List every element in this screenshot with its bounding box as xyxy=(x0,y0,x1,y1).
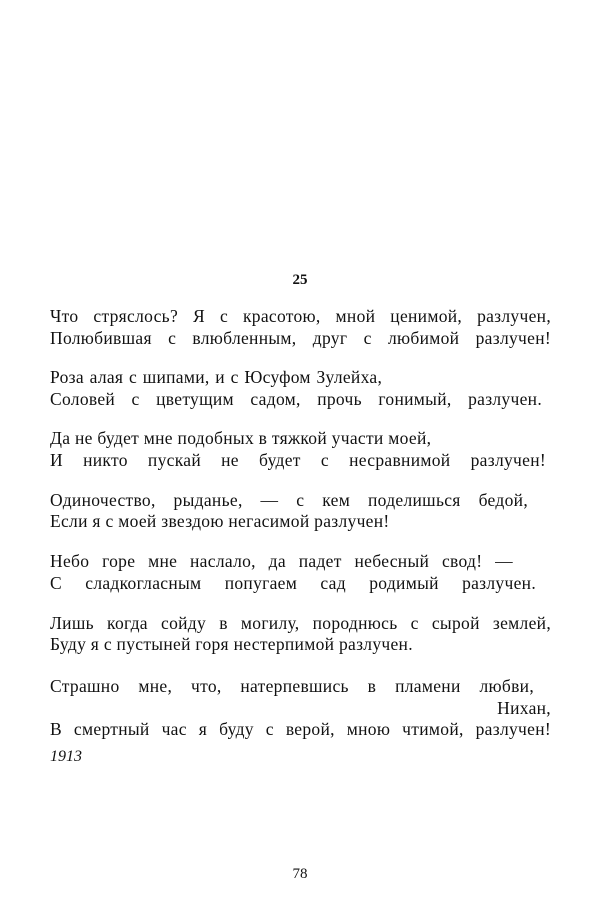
poem-line: С сладкогласным попугаем сад родимый разлучен. xyxy=(50,573,536,593)
poem-number: 25 xyxy=(292,272,308,288)
poem-line: Да не будет мне подобных в тяжкой участи моей, xyxy=(50,428,432,448)
poem-line: Небо горе мне наслало, да падет небесный свод! — xyxy=(50,551,513,571)
poem-line: Роза алая с шипами, и с Юсуфом Зулейха, xyxy=(50,367,383,387)
poem-line: И никто пускай не будет с несравнимой разлучен! xyxy=(50,450,546,470)
poem-line: Страшно мне, что, натерпевшись в пламени любви, xyxy=(50,676,534,696)
poem-line: Буду я с пустыней горя нестерпимой разлучен. xyxy=(50,634,413,654)
poem-line: Одиночество, рыданье, — с кем поделишься бедой, xyxy=(50,490,528,510)
poem-line: Что стряслось? Я с красотою, мной ценимой, разлучен, xyxy=(50,306,551,326)
poem-year: 1913 xyxy=(50,748,82,765)
poem-line: Полюбившая с влюбленным, друг с любимой разлучен! xyxy=(50,328,551,348)
poem-line: В смертный час я буду с верой, мною чтимой, разлучен! xyxy=(50,719,551,739)
page-number: 78 xyxy=(292,866,308,882)
poem-line: Лишь когда сойду в могилу, породнюсь с сырой землей, xyxy=(50,613,551,633)
poem-line: Если я с моей звездою негасимой разлучен! xyxy=(50,511,390,531)
poem-line: Нихан, xyxy=(497,698,551,718)
poem-line: Соловей с цветущим садом, прочь гонимый, разлучен. xyxy=(50,389,542,409)
